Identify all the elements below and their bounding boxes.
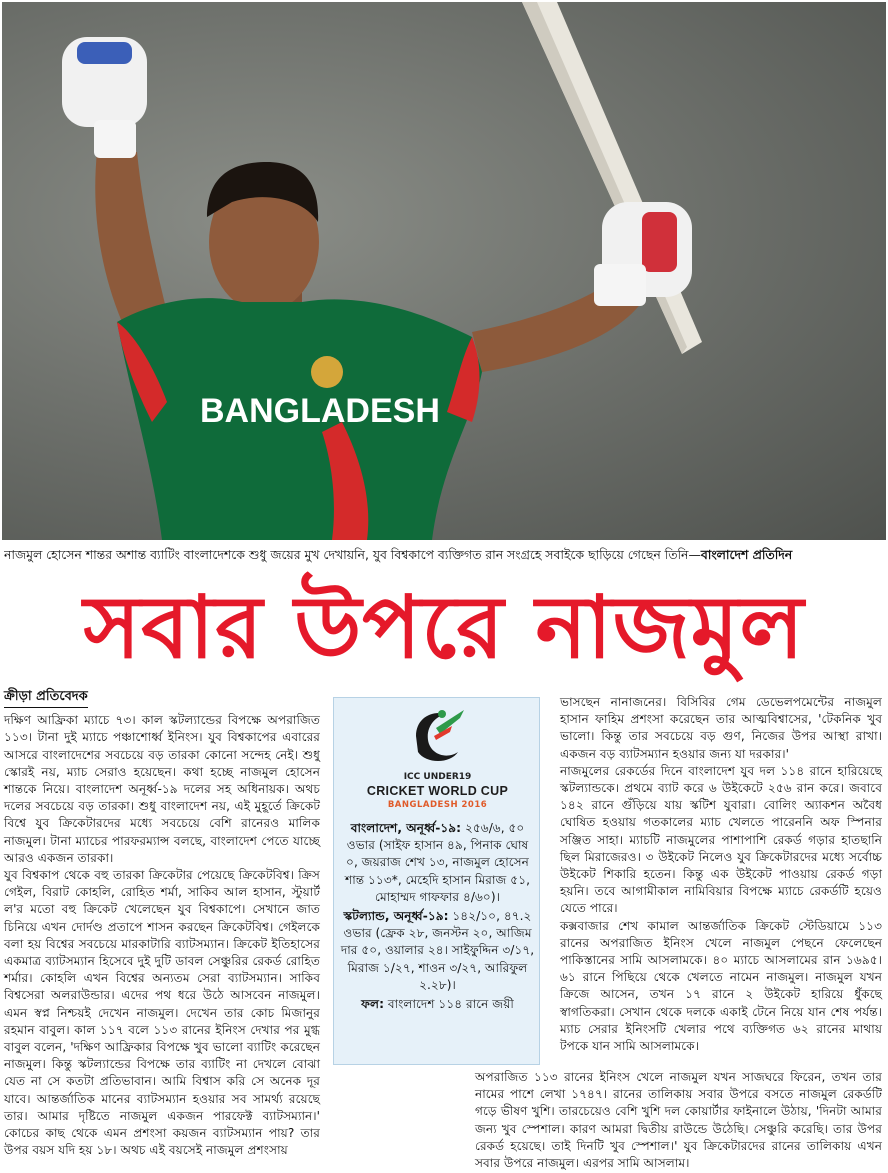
bottom-paragraph: অপরাজিত ১১৩ রানের ইনিংস খেলে নাজমুল যখন সাজঘরে ফিরেন, তখন তার নামের পাশে লেখা ১৭৪৭। রানের তালিকায় সবার উপরে বসতে নাজমুল রেকর্ডটি গড়ে ভীষণ খুশি। তারচেয়েও বেশি খুশি দল কোয়ার্টার ফাইনালে উঠায়, 'দিনটা আমার জন্য খুব স্পেশাল। কারণ আমরা দ্বিতীয় রাউন্ডে উঠেছি। সেঞ্চুরি করেছি। তার উপর রেকর্ড হয়েছে। তাই দিনটি খুব স্পেশাল।' যুব ক্রিকেটারদের রানের তালিকায় এখন সবার উপরে নাজমুল। এরপর সামি আসলাম। [475,1070,882,1171]
result-label: ফল: [361,997,384,1012]
caption-text: নাজমুল হোসেন শান্তর অশান্ত ব্যাটিং বাংলাদেশকে শুধু জয়ের মুখ দেখায়নি, যুব বিশ্বকাপে ব্যক্তিগত রান সংগ্রহে সবাইকে ছাড়িয়ে গেছেন তিনি— [4,547,701,562]
team1-score: ২৫৬/৬, ৫০ ওভার (সাইফ হাসান ৪৯, পিনাক ঘোষ ০, জয়রাজ শেখ ১৩, নাজমুল হোসেন শান্ত ১১৩*, মেহেদি হাসান মিরাজ ৫১, মোহাম্মদ গাফফার ৪/৬০)। [344,821,530,904]
hero-photo [2,2,886,540]
right-paragraph-3: কক্সবাজার শেখ কামাল আন্তর্জাতিক ক্রিকেট স্টেডিয়ামে ১১৩ রানের অপরাজিত ইনিংস খেলে নাজমুল পেছনে ফেলেছেন পাকিস্তানের সামি আসলামকে। ৪০ ম্যাচে আসলামের রান ১৬৯৫। ৬১ রানে পিছিয়ে থেকে খেলতে নামেন নাজমুল। নাজমুল যখন ক্রিজে আসেন, তখন ১৭ রানে ২ উইকেট হারিয়ে ধুঁকছে স্বাগতিকরা। সেখান থেকে দলকে একাই টেনে নিয়ে যান শেষ পর্যন্ত। ম্যাচ সেরার ইনিংসটি খেলার পথে ব্যক্তিগত ৬২ রানের মাথায় টপকে যান সামি আসলামকে। [560,918,882,1054]
wc-logo-top: ICC UNDER19 [403,772,472,782]
left-arm [95,152,167,322]
scorecard-text [340,820,535,1015]
bcb-badge-icon [311,356,343,388]
wc-logo-title: CRICKET WORLD CUP [366,784,509,798]
bottom-column [475,1069,882,1172]
right-column [560,694,882,1055]
left-paragraph-2: যুব বিশ্বকাপ থেকে বহু তারকা ক্রিকেটার পেয়েছে ক্রিকেটবিশ্ব। ক্রিস গেইল, বিরাট কোহলি, রোহিত শর্মা, সাকিব আল হাসান, স্টুয়ার্ট ল'র মতো বহু ক্রিকেট খেলেছেন যুব বিশ্বকাপে। সেখানে জাত চিনিয়ে এখন দোর্দণ্ড প্রতাপে শাসন করছেন ক্রিকেটবিশ্ব। গেইলকে বলা হয় বিশ্বের সবচেয়ে মারকাটারি ব্যাটসম্যান। ক্রিকেট ইতিহাসের একমাত্র ব্যাটসম্যান হিসেবে দুই দুটি ডাবল সেঞ্চুরির রেকর্ড রোহিত শর্মার। কোহলি এখন বিশ্বের অন্যতম সেরা ব্যাটসম্যান। সাকিব বিশ্বসেরা অলরাউন্ডার। এদের পথ ধরে উঠে আসবেন নাজমুল। এমন স্বপ্ন নিশ্চয়ই দেখেন নাজমুল। দেখেন তার কোচ মিজানুর রহমান বাবুল। কাল ১১৭ বলে ১১৩ রানের ইনিংস দেখার পর মুগ্ধ বাবুল বলেন, 'দক্ষিণ আফ্রিকার বিপক্ষে খুব ভালো ব্যাটিং করেছেন নাজমুল। কিন্তু স্কটল্যান্ডের বিপক্ষে তার ব্যাটিং না দেখলে বোঝা যেত না সে কতটা প্রতিভাবান। আমি বিশ্বাস করি সে অনেক দূর যাবে। আন্তর্জাতিক মানের ব্যাটসম্যান হওয়ার সব সামর্থ্য রয়েছে তার। আমার দৃষ্টিতে নাজমুল একজন পারফেক্ট ব্যাটসম্যান।' কোচের কাছ থেকে এমন প্রশংসা কয়জন ব্যাটসম্যান পায়? তার উপর বয়স যদি হয় ১৮। অথচ এই বয়সেই নাজমুল প্রশংসায় [4,868,320,1158]
batsman-illustration [2,2,886,540]
right-paragraph-2: নাজমুলের রেকর্ডের দিনে বাংলাদেশ যুব দল ১১৪ রানে হারিয়েছে স্কটল্যান্ডকে। প্রথমে ব্যাট করে ৬ উইকেটে ২৫৬ রান করে। জবাবে ১৪২ রানে গুঁড়িয়ে যায় স্কটিশ যুবারা। বোলিং অ্যাকশন অবৈধ ঘোষিত হওয়ায় গতকালের ম্যাচ খেলতে পারেননি অফ স্পিনার সঞ্জিত সাহা। ম্যাচটি নাজমুলের পাশাপাশি রেকর্ড গড়ার হাতছানি ছিল মিরাজেরও। ৩ উইকেট নিলেও যুব ক্রিকেটারদের মধ্যে সর্বোচ্চ উইকেট শিকারি হতেন। কিন্তু এক উইকেট পাওয়ায় রেকর্ড গড়া হয়নি। তবে আগামীকাল নামিবিয়ার বিপক্ষে ম্যাচে রেকর্ডটি হয়েও যেতে পারে। [560,763,882,916]
scorecard-box [333,697,540,1065]
left-paragraph-1: দক্ষিণ আফ্রিকা ম্যাচে ৭৩। কাল স্কটল্যান্ডের বিপক্ষে অপরাজিত ১১৩। টানা দুই ম্যাচে পঞ্চাশোর্ধ্ব ইনিংস। যুব বিশ্বকাপের এবারের আসরে বাংলাদেশের সবচেয়ে বড় তারকা কোনো সন্দেহ নেই। শুধু স্কোরই নয়, ম্যাচ সেরাও হয়েছেন। কথা হচ্ছে নাজমুল হোসেন শান্তকে নিয়ে। বাংলাদেশ অনূর্ধ্ব-১৯ দলের সহ অধিনায়ক। অথচ দলের সবচেয়ে বড় তারকা। শুধু বাংলাদেশ নয়, এই মুহূর্তে ক্রিকেট বিশ্বে যুব ক্রিকেটারদের মধ্যে সবচেয়ে বেশি রানেরও মালিক নাজমুল। টানা ম্যাচের পারফরম্যান্স বলছে, বাংলাদেশ পেতে যাচ্ছে আরও একজন তারকা। [4,713,320,865]
photo-caption [4,546,884,564]
wc-logo-sub: BANGLADESH 2016 [387,800,488,810]
caption-credit: বাংলাদেশ প্রতিদিন [700,547,793,562]
headline: সবার উপরে নাজমুল [83,577,805,678]
right-paragraph-1: ভাসছেন নানাজনের। বিসিবির গেম ডেভেলপমেন্টের নাজমুল হাসান ফাহিম প্রশংসা করেছেন তার আত্মবিশ্বাসের, 'টেকনিক খুব ভালো। কিন্তু তার সবচেয়ে বড় গুণ, নিজের উপর আস্থা রাখা। একজন বড় ব্যাটসম্যান হওয়ার জন্য যা দরকার।' [560,695,882,761]
jersey-text: BANGLADESH [200,392,440,430]
team1-label: বাংলাদেশ, অনূর্ধ্ব-১৯: [350,821,462,835]
team2-label: স্কটল্যান্ড, অনূর্ধ্ব-১৯: [343,909,449,924]
left-glove-icon [62,37,147,158]
byline: ক্রীড়া প্রতিবেদক [4,688,88,708]
team2-score: ১৪২/১০, ৪৭.২ ওভার (ফ্রেক ২৮, জনস্টন ২০, আজিম দার ৫০, ওয়ালার ২৪। সাইফুদ্দিন ৩/১৭, মিরাজ ১/২৭, শাওন ৩/২৭, আরিফুল ২.২৮)। [340,909,535,992]
result-text: বাংলাদেশ ১১৪ রানে জয়ী [387,997,514,1012]
left-column [4,688,320,1159]
right-glove-icon [594,202,692,306]
world-cup-logo-icon [406,706,472,766]
